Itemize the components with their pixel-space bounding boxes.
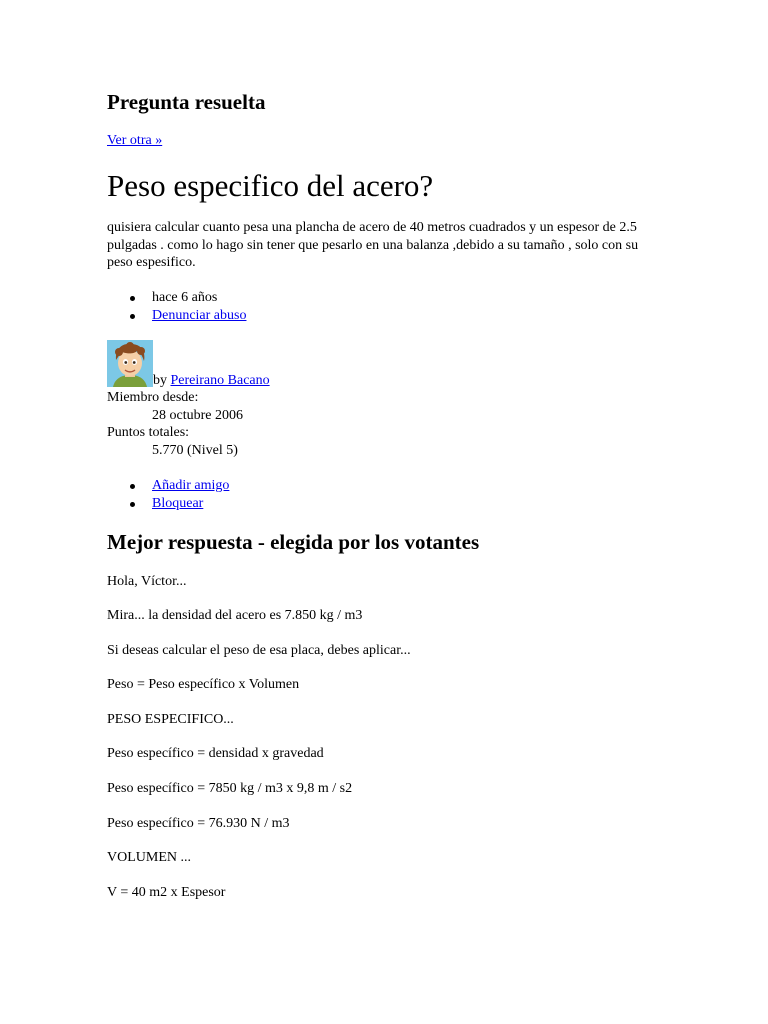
- answer-line: V = 40 m2 x Espesor: [107, 885, 226, 900]
- question-body: quisiera calcular cuanto pesa una plancha de acero de 40 metros cuadrados y un espesor de 2.5 pulgadas . como lo hago sin tener que pesarlo en una balanza ,debido a su tamaño , solo con su peso espesifico.: [107, 220, 639, 270]
- avatar-illustration: [107, 340, 153, 387]
- author-actions-list: [107, 477, 229, 512]
- see-other-link[interactable]: Ver otra »: [107, 133, 163, 148]
- question-time: hace 6 años: [152, 290, 218, 305]
- answer-line: VOLUMEN ...: [107, 850, 191, 865]
- answer-line: Peso específico = 76.930 N / m3: [107, 816, 290, 831]
- block-link[interactable]: Bloquear: [152, 495, 204, 511]
- member-since-value: 28 octubre 2006: [152, 407, 243, 423]
- author-byline: [153, 372, 270, 389]
- question-meta-list: [107, 289, 246, 324]
- resolved-heading: Pregunta resuelta: [107, 90, 266, 114]
- answer-line: Si deseas calcular el peso de esa placa, debes aplicar...: [107, 643, 411, 658]
- answer-line: Peso específico = 7850 kg / m3 x 9,8 m / s2: [107, 781, 353, 796]
- points-label: Puntos totales:: [107, 425, 190, 440]
- author-stats: [107, 389, 243, 459]
- by-prefix: by: [153, 373, 171, 388]
- answer-line: Peso = Peso específico x Volumen: [107, 677, 300, 692]
- report-abuse-item: [107, 307, 246, 325]
- author-name-link[interactable]: Pereirano Bacano: [170, 373, 270, 388]
- cartoon-avatar-icon[interactable]: [107, 340, 153, 387]
- answer-line: Hola, Víctor...: [107, 574, 187, 589]
- answer-line: Mira... la densidad del acero es 7.850 kg / m3: [107, 608, 363, 623]
- question-time-item: [107, 289, 246, 307]
- question-title: Peso especifico del acero?: [107, 168, 434, 203]
- member-since-label: Miembro desde:: [107, 390, 199, 405]
- add-friend-item: [107, 477, 229, 495]
- block-item: [107, 495, 229, 513]
- points-value: 5.770 (Nivel 5): [152, 442, 238, 458]
- answer-line: Peso específico = densidad x gravedad: [107, 746, 324, 761]
- report-abuse-link[interactable]: Denunciar abuso: [152, 307, 247, 323]
- best-answer-heading: Mejor respuesta - elegida por los votantes: [107, 530, 480, 554]
- add-friend-link[interactable]: Añadir amigo: [152, 478, 230, 493]
- answer-line: PESO ESPECIFICO...: [107, 712, 234, 727]
